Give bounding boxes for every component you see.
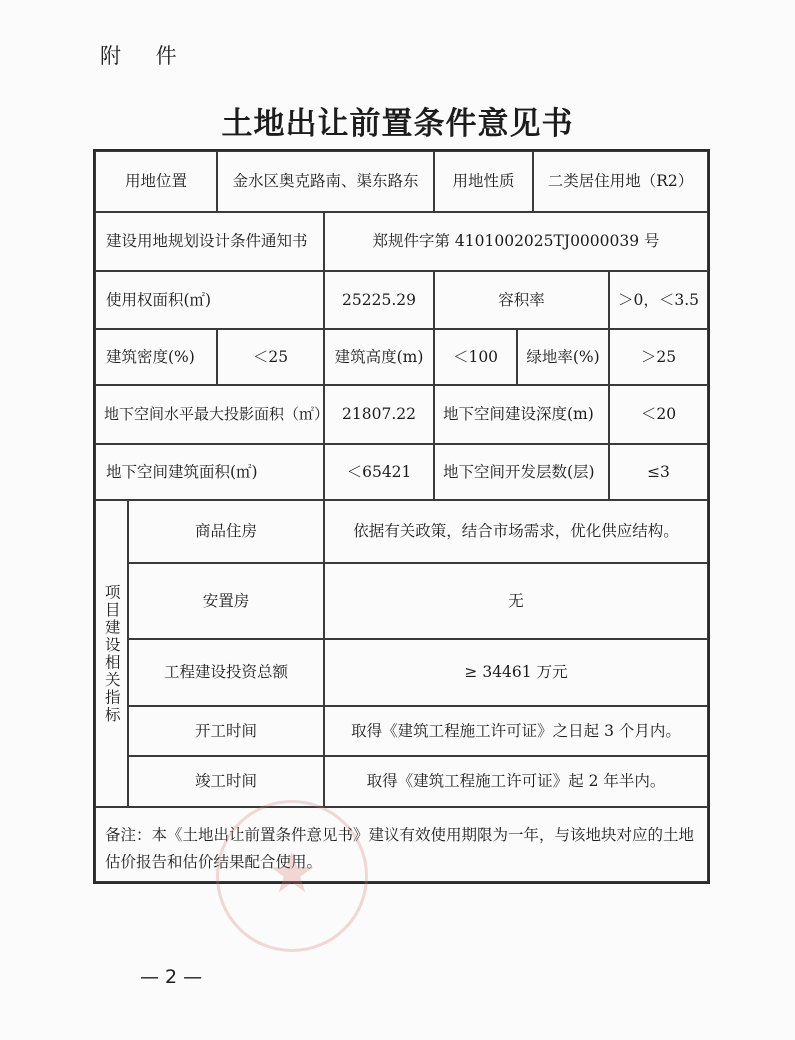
completion-time-value: 取得《建筑工程施工许可证》起 2 年半内。 [324,756,708,807]
investment-value: ≥ 34461 万元 [324,639,708,706]
ug-area-value: ＜65421 [324,444,434,500]
land-nature-label: 用地性质 [434,151,533,212]
ug-depth-label: 地下空间建设深度(m) [434,385,609,444]
far-label: 容积率 [434,271,609,329]
ug-area-label: 地下空间建筑面积(㎡) [95,444,324,500]
remarks-note: 备注：本《土地出让前置条件意见书》建议有效使用期限为一年，与该地块对应的土地估价报告和估价结果配合使用。 [95,807,708,882]
density-label: 建筑密度(%) [95,329,217,385]
opinion-table [93,149,710,884]
ug-floors-value: ≤3 [609,444,708,500]
ug-projection-value: 21807.22 [324,385,434,444]
document-title: 土地出让前置条件意见书 [221,106,574,142]
location-value: 金水区奥克路南、渠东路东 [217,151,434,212]
page-number: — 2 — [140,966,203,988]
height-value: ＜100 [434,329,517,385]
location-label: 用地位置 [95,151,217,212]
land-nature-value: 二类居住用地（R2） [533,151,708,212]
investment-label: 工程建设投资总额 [128,639,324,706]
far-value: ＞0，＜3.5 [609,271,708,329]
start-time-value: 取得《建筑工程施工许可证》之日起 3 个月内。 [324,706,708,756]
area-value: 25225.29 [324,271,434,329]
attachment-label: 附 件 [100,44,191,68]
ug-floors-label: 地下空间开发层数(层) [434,444,609,500]
planning-notice-value: 郑规件字第 4101002025TJ0000039 号 [324,212,708,271]
green-label: 绿地率(%) [517,329,609,385]
seal-star-icon: ★ [266,841,318,906]
resettlement-label: 安置房 [128,563,324,639]
area-label: 使用权面积(㎡) [95,271,324,329]
start-time-label: 开工时间 [128,706,324,756]
resettlement-value: 无 [324,563,708,639]
commercial-value: 依据有关政策，结合市场需求，优化供应结构。 [324,500,708,563]
ug-depth-value: ＜20 [609,385,708,444]
density-value: ＜25 [217,329,324,385]
commercial-label: 商品住房 [128,500,324,563]
planning-notice-label: 建设用地规划设计条件通知书 [95,212,324,271]
completion-time-label: 竣工时间 [128,756,324,807]
ug-projection-label: 地下空间水平最大投影面积（㎡） [95,385,324,444]
green-value: ＞25 [609,329,708,385]
height-label: 建筑高度(m) [324,329,434,385]
indicators-label: 项目建设相关指标 [95,500,128,807]
